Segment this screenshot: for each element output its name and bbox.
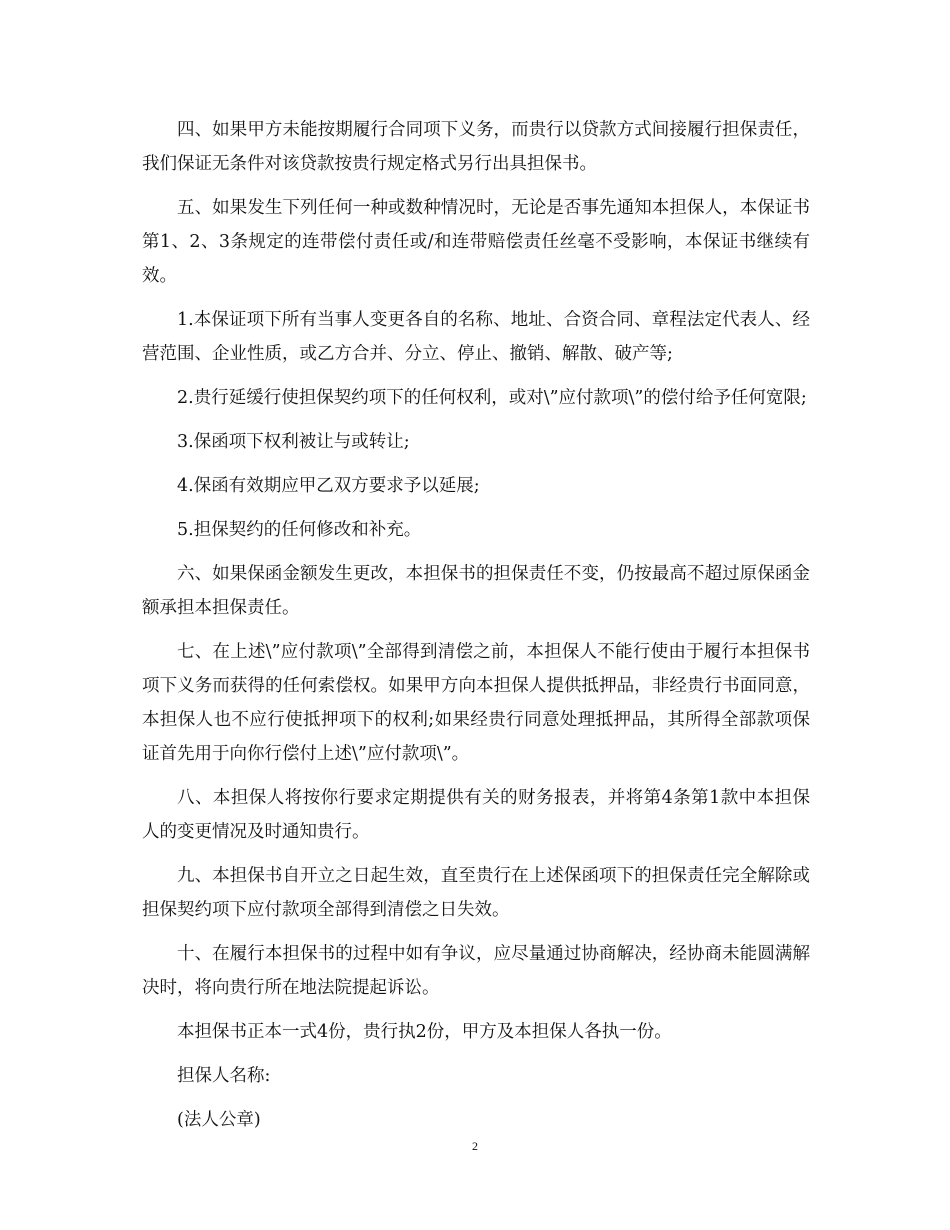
- paragraph-clause-9: 九、本担保书自开立之日起生效，直至贵行在上述保函项下的担保责任完全解除或担保契约项下应付款项全部得到清偿之日失效。: [142, 866, 810, 920]
- document-body: [142, 113, 810, 1147]
- paragraph-legal-seal: (法人公章): [177, 1110, 261, 1130]
- paragraph-item-4: 4.保函有效期应甲乙双方要求予以延展;: [177, 476, 480, 496]
- paragraph-copies: 本担保书正本一式4份，贵行执2份，甲方及本担保人各执一份。: [177, 1022, 672, 1042]
- paragraph-clause-6: 六、如果保函金额发生更改，本担保书的担保责任不变，仍按最高不超过原保函金额承担本担保责任。: [142, 564, 810, 618]
- page-number: 2: [472, 1139, 478, 1153]
- paragraph-guarantor-name: 担保人名称:: [177, 1066, 271, 1086]
- paragraph-clause-5: 五、如果发生下列任何一种或数种情况时，无论是否事先通知本担保人，本保证书第1、2、3条规定的连带偿付责任或/和连带赔偿责任丝毫不受影响，本保证书继续有效。: [142, 198, 810, 286]
- paragraph-item-3: 3.保函项下权利被让与或转让;: [177, 432, 410, 452]
- paragraph-clause-8: 八、本担保人将按你行要求定期提供有关的财务报表，并将第4条第1款中本担保人的变更情况及时通知贵行。: [142, 788, 810, 842]
- paragraph-item-1: 1.本保证项下所有当事人变更各自的名称、地址、合资合同、章程法定代表人、经营范围、企业性质，或乙方合并、分立、停止、撤销、解散、破产等;: [142, 310, 810, 364]
- paragraph-clause-10: 十、在履行本担保书的过程中如有争议，应尽量通过协商解决，经协商未能圆满解决时，将向贵行所在地法院提起诉讼。: [142, 944, 810, 998]
- paragraph-item-2: 2.贵行延缓行使担保契约项下的任何权利，或对\”应付款项\”的偿付给予任何宽限;: [177, 388, 807, 408]
- paragraph-item-5: 5.担保契约的任何修改和补充。: [177, 520, 422, 540]
- paragraph-clause-4: 四、如果甲方未能按期履行合同项下义务，而贵行以贷款方式间接履行担保责任，我们保证无条件对该贷款按贵行规定格式另行出具担保书。: [142, 120, 810, 174]
- paragraph-clause-7: 七、在上述\”应付款项\”全部得到清偿之前，本担保人不能行使由于履行本担保书项下义务而获得的任何索偿权。如果甲方向本担保人提供抵押品，非经贵行书面同意，本担保人也不应行使抵押项下的权利;如果经贵行同意处理抵押品，其所得全部款项保证首先用于向你行偿付上述\”应付款项\”。: [142, 642, 810, 764]
